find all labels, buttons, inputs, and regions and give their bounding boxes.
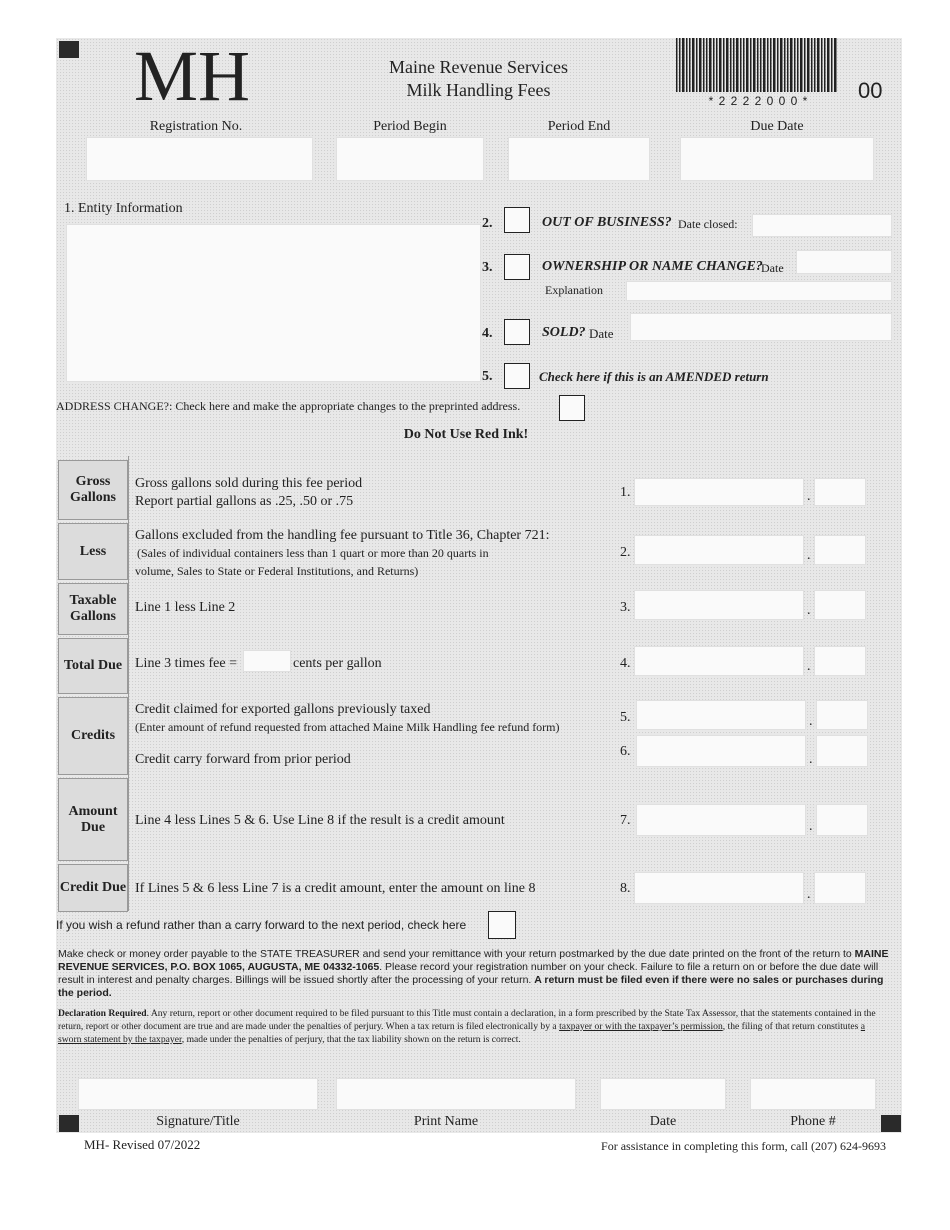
print-name-field[interactable] (336, 1078, 576, 1110)
ownership-date-field[interactable] (796, 250, 892, 274)
mailing-address: MAINE REVENUE SERVICES, P.O. BOX 1065, AUGUSTA, ME 04332-1065 (58, 948, 889, 973)
explanation-field[interactable] (626, 281, 892, 301)
credits-label: Credits (58, 697, 128, 775)
line7-amount-field[interactable] (636, 804, 806, 836)
line6-decimal: . (809, 752, 813, 767)
q2-number: 2. (482, 216, 493, 231)
signature-label: Signature/Title (156, 1114, 240, 1129)
line6-fraction-field[interactable] (816, 735, 868, 767)
q4-number: 4. (482, 326, 493, 341)
line3-text: Line 1 less Line 2 (135, 600, 236, 615)
phone-field[interactable] (750, 1078, 876, 1110)
line4-fraction-field[interactable] (814, 646, 866, 676)
line1-fraction-field[interactable] (814, 478, 866, 506)
less-label: Less (58, 523, 128, 580)
address-change-checkbox[interactable] (559, 395, 585, 421)
line7-fraction-field[interactable] (816, 804, 868, 836)
phone-label: Phone # (790, 1114, 836, 1129)
line8-fraction-field[interactable] (814, 872, 866, 904)
explanation-label: Explanation (545, 283, 603, 297)
line4-number: 4. (620, 656, 631, 671)
line2-number: 2. (620, 545, 631, 560)
entity-info-field[interactable] (66, 224, 481, 382)
line2-fraction-field[interactable] (814, 535, 866, 565)
amount-due-label: Amount Due (58, 778, 128, 861)
line1-text: Gross gallons sold during this fee period (135, 476, 363, 491)
print-name-label: Print Name (413, 1114, 479, 1129)
out-of-business-checkbox[interactable] (504, 207, 530, 233)
q3-number: 3. (482, 260, 493, 275)
line6-text: Credit carry forward from prior period (135, 752, 351, 767)
page-code: 00 (858, 78, 883, 103)
declaration-paragraph (58, 1007, 890, 1046)
line2-amount-field[interactable] (634, 535, 804, 565)
declaration-underlined: taxpayer or with the taxpayer’s permission (559, 1021, 723, 1032)
ownership-change-checkbox[interactable] (504, 254, 530, 280)
line2-subtext-2: volume, Sales to State or Federal Institutions, and Returns) (135, 564, 419, 578)
revision-note: MH- Revised 07/2022 (84, 1137, 201, 1152)
registration-label: Registration No. (149, 119, 243, 134)
line3-number: 3. (620, 600, 631, 615)
total-due-label: Total Due (58, 638, 128, 694)
line2-subtext: (Sales of individual containers less than 1 quart or more than 20 quarts in (137, 546, 489, 560)
line6-number: 6. (620, 744, 631, 759)
remittance-text: Make check or money order payable to the STATE TREASURER and send your remittance with your return postmarked by the due date printed on the front of the return to (58, 948, 852, 960)
ownership-date-label: Date (761, 261, 784, 275)
sold-date-field[interactable] (630, 313, 892, 341)
line1-number: 1. (620, 485, 631, 500)
remittance-instructions (58, 948, 890, 1000)
sign-date-label: Date (649, 1114, 677, 1129)
barcode-number: * 2 2 2 2 0 0 0 * (708, 94, 809, 108)
credit-due-label: Credit Due (58, 864, 128, 912)
registration-mark (59, 41, 79, 58)
period-begin-field[interactable] (336, 137, 484, 181)
line2-decimal: . (807, 548, 811, 563)
remittance-text-2: . Please record your registration number on your check. Failure to file a return on or before the due date will result in interest and penalty charges. Billings will be issued shortly after the processing of your return. (58, 961, 879, 986)
fee-cents-field[interactable] (243, 650, 291, 672)
sold-label: SOLD? (542, 325, 586, 340)
amended-return-label: Check here if this is an AMENDED return (539, 369, 769, 384)
line8-number: 8. (620, 881, 631, 896)
form-title: Milk Handling Fees (406, 80, 551, 100)
line8-decimal: . (807, 887, 811, 902)
sign-date-field[interactable] (600, 1078, 726, 1110)
line4-amount-field[interactable] (634, 646, 804, 676)
address-change-label: ADDRESS CHANGE?: Check here and make the appropriate changes to the preprinted address. (56, 399, 521, 413)
sold-checkbox[interactable] (504, 319, 530, 345)
period-begin-label: Period Begin (373, 119, 447, 134)
due-date-label: Due Date (750, 119, 804, 134)
section-divider (128, 456, 129, 911)
declaration-title: Declaration Required (58, 1008, 147, 1019)
line8-text: If Lines 5 & 6 less Line 7 is a credit amount, enter the amount on line 8 (135, 881, 536, 896)
refund-label: If you wish a refund rather than a carry forward to the next period, check here (56, 918, 467, 932)
line7-text: Line 4 less Lines 5 & 6. Use Line 8 if the result is a credit amount (135, 813, 505, 828)
period-end-field[interactable] (508, 137, 650, 181)
q5-number: 5. (482, 369, 493, 384)
red-ink-warning: Do Not Use Red Ink! (403, 427, 529, 442)
registration-mark (881, 1115, 901, 1132)
line5-decimal: . (809, 714, 813, 729)
agency-name: Maine Revenue Services (389, 57, 568, 77)
registration-mark (59, 1115, 79, 1132)
entity-info-label: 1. Entity Information (64, 201, 183, 216)
out-of-business-label: OUT OF BUSINESS? (542, 215, 672, 230)
line5-fraction-field[interactable] (816, 700, 868, 730)
ownership-change-label: OWNERSHIP OR NAME CHANGE? (542, 259, 763, 274)
line1-amount-field[interactable] (634, 478, 804, 506)
line8-amount-field[interactable] (634, 872, 804, 904)
form-code: MH (134, 36, 251, 116)
declaration-underlined-2: a sworn statement by the taxpayer (58, 1021, 866, 1045)
line5-amount-field[interactable] (636, 700, 806, 730)
refund-checkbox[interactable] (488, 911, 516, 939)
line7-decimal: . (809, 819, 813, 834)
registration-number-field[interactable] (86, 137, 313, 181)
line3-amount-field[interactable] (634, 590, 804, 620)
line2-text: Gallons excluded from the handling fee pursuant to Title 36, Chapter 721: (135, 528, 550, 543)
date-closed-field[interactable] (752, 214, 892, 237)
declaration-text-3: , made under the penalties of perjury, that the tax liability shown on the return is correct. (181, 1034, 521, 1045)
period-end-label: Period End (547, 119, 611, 134)
barcode (676, 38, 841, 94)
line6-amount-field[interactable] (636, 735, 806, 767)
line3-decimal: . (807, 603, 811, 618)
line1-decimal: . (807, 489, 811, 504)
assistance-note: For assistance in completing this form, call (207) 624-9693 (601, 1139, 886, 1153)
milk-handling-form (56, 38, 902, 1133)
sold-date-label: Date (589, 326, 614, 341)
line5-number: 5. (620, 710, 631, 725)
line4-decimal: . (807, 659, 811, 674)
line4-text-suffix: cents per gallon (293, 656, 382, 671)
signature-field[interactable] (78, 1078, 318, 1110)
filing-requirement: A return must be filed even if there were no sales or purchases during the period. (58, 974, 884, 999)
declaration-text: . Any return, report or other document required to be filed pursuant to this Title must contain a declaration, in a form prescribed by the State Tax Assessor, that the statements contained in the return, report or other document are true and are made under the penalties of perjury. When a tax return is filed electronically by a (58, 1008, 876, 1032)
line1-subtext: Report partial gallons as .25, .50 or .75 (135, 494, 354, 509)
line7-number: 7. (620, 813, 631, 828)
line5-text: Credit claimed for exported gallons previously taxed (135, 702, 431, 717)
gross-gallons-label: Gross Gallons (58, 460, 128, 520)
amended-return-checkbox[interactable] (504, 363, 530, 389)
due-date-field[interactable] (680, 137, 874, 181)
date-closed-label: Date closed: (678, 217, 738, 231)
taxable-gallons-label: Taxable Gallons (58, 583, 128, 635)
line5-subtext: (Enter amount of refund requested from attached Maine Milk Handling fee refund form) (135, 720, 560, 734)
declaration-text-2: , the filing of that return constitutes (722, 1021, 859, 1032)
line3-fraction-field[interactable] (814, 590, 866, 620)
line4-text: Line 3 times fee = (135, 656, 237, 671)
